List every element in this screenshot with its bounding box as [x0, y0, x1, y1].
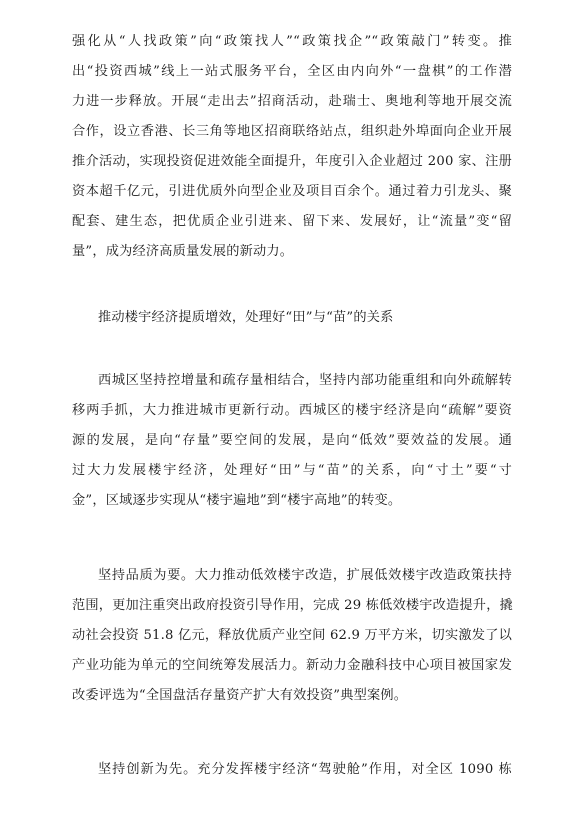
para3-line-4: 产业功能为单元的空间统筹发展活力。新动力金融科技中心项目被国家发 [72, 658, 512, 673]
para1-line-1: 强化从“人找政策”向“政策找人”“政策找企”“政策敲门”转变。推 [72, 34, 512, 49]
para1-line-6: 资本超千亿元，引进优质外向型企业及项目百余个。通过着力引龙头、聚 [72, 184, 512, 199]
para1-line-3: 力进一步释放。开展“走出去”招商活动，赴瑞士、奥地利等地开展交流 [72, 94, 512, 109]
para3-line-1: 坚持品质为要。大力推动低效楼宇改造，扩展低效楼宇改造政策扶持 [98, 568, 512, 583]
para2-line-2: 移两手抓，大力推进城市更新行动。西城区的楼宇经济是向“疏解”要资 [72, 403, 512, 418]
para3-line-5: 改委评选为“全国盘活存量资产扩大有效投资”典型案例。 [72, 688, 408, 703]
para1-line-2: 出“投资西城”线上一站式服务平台，全区由内向外“一盘棋”的工作潜 [72, 64, 512, 79]
para3-line-2: 范围，更加注重突出政府投资引导作用，完成 29 栋低效楼宇改造提升，撬 [72, 598, 513, 613]
para4-line-1: 坚持创新为先。充分发挥楼宇经济“驾驶舱”作用，对全区 1090 栋 [98, 762, 512, 777]
para2-line-4: 过大力发展楼宇经济，处理好“田”与“苗”的关系，向“寸土”要“寸 [72, 463, 512, 478]
para1-line-7: 配套、建生态，把优质企业引进来、留下来、发展好，让“流量”变“留 [72, 214, 512, 229]
para3-line-3: 动社会投资 51.8 亿元，释放优质产业空间 62.9 万平方米，切实激发了以 [72, 628, 512, 643]
section-heading: 推动楼宇经济提质增效，处理好“田”与“苗”的关系 [98, 310, 394, 325]
para2-line-1: 西城区坚持控增量和疏存量相结合，坚持内部功能重组和向外疏解转 [98, 373, 512, 388]
para1-line-4: 合作，设立香港、长三角等地区招商联络站点，组织赴外埠面向企业开展 [72, 124, 512, 139]
para1-line-5: 推介活动，实现投资促进效能全面提升，年度引入企业超过 200 家、注册 [72, 154, 512, 169]
para1-line-8: 量”，成为经济高质量发展的新动力。 [72, 244, 294, 259]
para2-line-3: 源的发展，是向“存量”要空间的发展，是向“低效”要效益的发展。通 [72, 433, 512, 448]
para2-line-5: 金”，区域逐步实现从“楼宇遍地”到“楼宇高地”的转变。 [72, 493, 402, 508]
